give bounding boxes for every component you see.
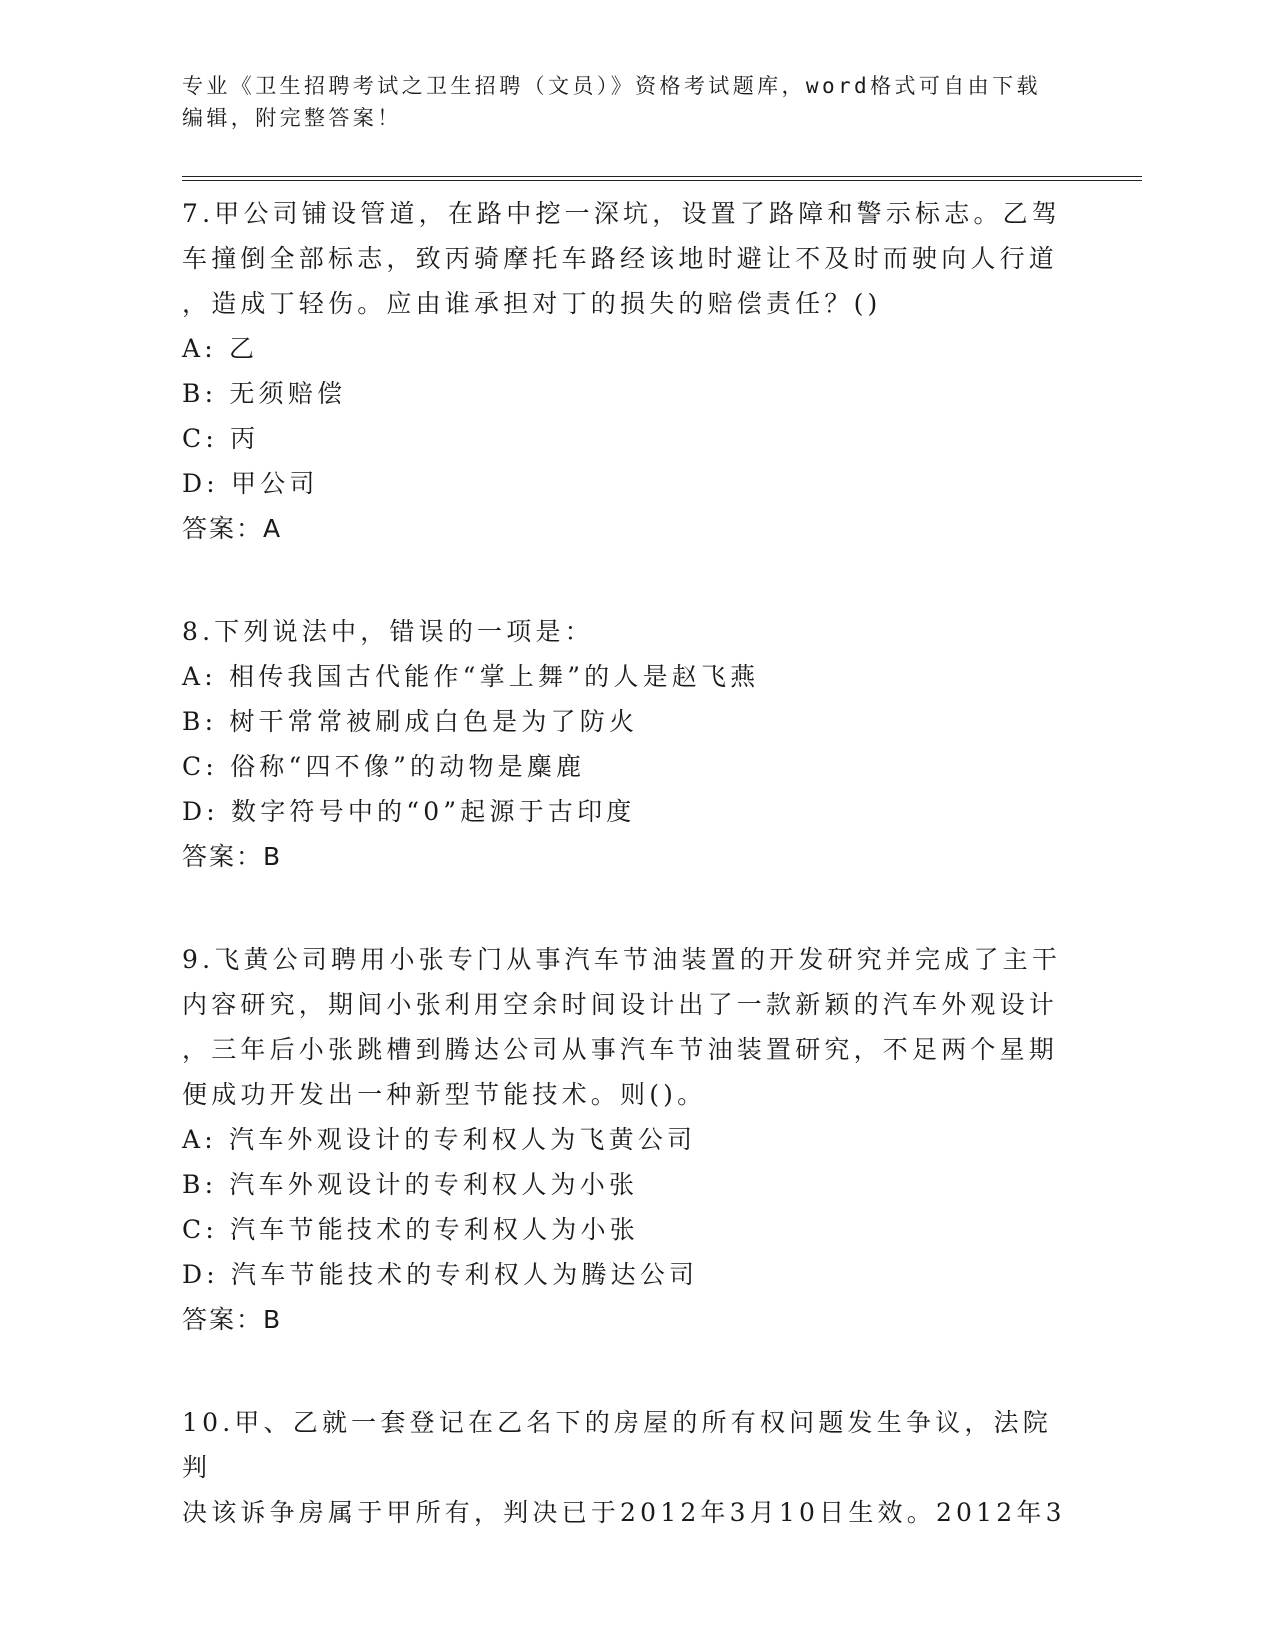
question-list <box>182 191 1072 1535</box>
answer-key: 答案：A <box>182 514 283 543</box>
question-stem-line: 7.甲公司铺设管道，在路中挖一深坑，设置了路障和警示标志。乙驾 <box>182 199 1062 228</box>
document-header <box>182 70 1072 134</box>
answer-key: 答案：B <box>182 842 283 871</box>
answer-option: C: 丙 <box>182 424 260 453</box>
header-divider <box>182 176 1142 181</box>
answer-option: A: 相传我国古代能作“掌上舞”的人是赵飞燕 <box>182 662 760 691</box>
question-stem-line: 便成功开发出一种新型节能技术。则()。 <box>182 1080 707 1109</box>
header-line-1: 专业《卫生招聘考试之卫生招聘（文员）》资格考试题库，word格式可自由下载 <box>182 74 1041 98</box>
answer-option: C: 汽车节能技术的专利权人为小张 <box>182 1215 639 1244</box>
answer-option: A: 汽车外观设计的专利权人为飞黄公司 <box>182 1125 697 1154</box>
answer-option: C: 俗称“四不像”的动物是麋鹿 <box>182 752 586 781</box>
question-stem-line: 车撞倒全部标志，致丙骑摩托车路经该地时避让不及时而驶向人行道 <box>182 244 1059 273</box>
question-stem-line: ，造成丁轻伤。应由谁承担对丁的损失的赔偿责任？() <box>182 289 882 318</box>
question-stem-line: 决该诉争房属于甲所有，判决已于2012年3月10日生效。2012年3 <box>182 1498 1066 1527</box>
answer-option: D: 甲公司 <box>182 469 319 498</box>
header-line-2: 编辑，附完整答案！ <box>182 106 402 130</box>
question-stem-line: 内容研究，期间小张利用空余时间设计出了一款新颖的汽车外观设计 <box>182 990 1059 1019</box>
answer-key: 答案：B <box>182 1305 283 1334</box>
question-block <box>182 191 1072 551</box>
answer-option: A: 乙 <box>182 334 259 363</box>
question-stem-line: 9.飞黄公司聘用小张专门从事汽车节油装置的开发研究并完成了主干 <box>182 945 1062 974</box>
answer-option: D: 汽车节能技术的专利权人为腾达公司 <box>182 1260 699 1289</box>
question-block <box>182 937 1072 1342</box>
answer-option: B: 树干常常被刷成白色是为了防火 <box>182 707 639 736</box>
answer-option: B: 汽车外观设计的专利权人为小张 <box>182 1170 639 1199</box>
question-block <box>182 609 1072 879</box>
answer-option: B: 无须赔偿 <box>182 379 347 408</box>
answer-option: D: 数字符号中的“0”起源于古印度 <box>182 797 636 826</box>
question-stem-line: ，三年后小张跳槽到腾达公司从事汽车节油装置研究，不足两个星期 <box>182 1035 1059 1064</box>
question-stem-line: 8.下列说法中，错误的一项是： <box>182 617 594 646</box>
document-page <box>182 70 1072 1535</box>
question-stem-line: 10.甲、乙就一套登记在乙名下的房屋的所有权问题发生争议，法院判 <box>182 1408 1052 1482</box>
question-block <box>182 1400 1072 1535</box>
